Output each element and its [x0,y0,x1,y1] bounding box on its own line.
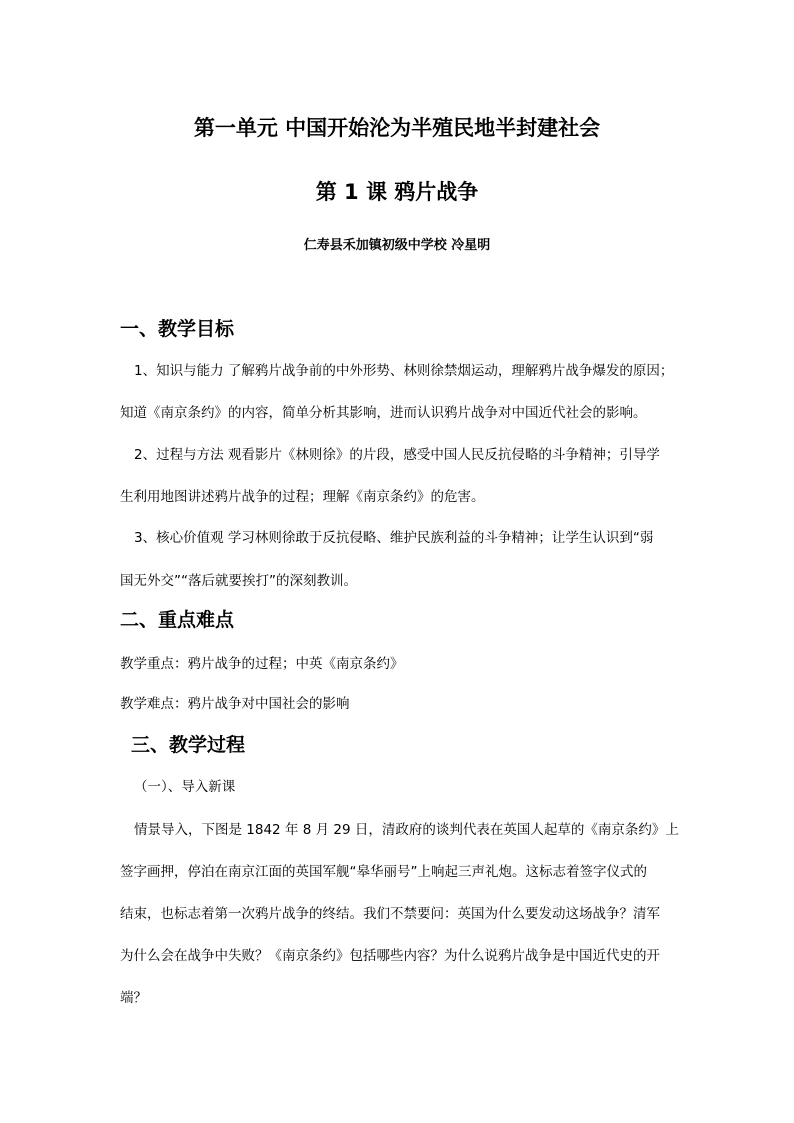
section-heading-objectives: 一、教学目标 [120,318,235,340]
goal1-line2: 知道《南京条约》的内容，简单分析其影响，进而认识鸦片战争对中国近代社会的影响。 [120,405,647,421]
section-heading-key-points: 二、重点难点 [120,609,235,631]
goal3-line1: 3、核心价值观 学习林则徐敢于反抗侵略、维护民族利益的斗争精神；让学生认识到“弱 [134,530,654,546]
intro-line4: 为什么会在战争中失败？《南京条约》包括哪些内容？为什么说鸦片战争是中国近代史的开 [120,948,660,964]
key-point-text: 教学重点：鸦片战争的过程；中英《南京条约》 [120,656,404,672]
subsection-intro: （一）、导入新课 [134,779,236,795]
section-heading-process: 三、教学过程 [131,734,246,756]
lesson-title: 第 1 课 鸦片战争 [315,180,479,204]
intro-line3: 结束，也标志着第一次鸦片战争的终结。我们不禁要问：英国为什么要发动这场战争？清军 [120,906,660,922]
intro-line5: 端？ [120,990,147,1006]
intro-line1: 情景导入，下图是 1842 年 8 月 29 日，清政府的谈判代表在英国人起草的《南京条约》上 [134,822,679,838]
goal1-line1: 1、知识与能力 了解鸦片战争前的中外形势、林则徐禁烟运动，理解鸦片战争爆发的原因； [134,363,674,379]
difficulty-text: 教学难点：鸦片战争对中国社会的影响 [120,696,350,712]
author-line: 仁寿县禾加镇初级中学校 冷星明 [303,238,491,253]
unit-title: 第一单元 中国开始沦为半殖民地半封建社会 [193,116,601,140]
goal3-line2: 国无外交”“落后就要挨打”的深刻教训。 [120,573,357,589]
goal2-line2: 生利用地图讲述鸦片战争的过程；理解《南京条约》的危害。 [120,489,485,505]
goal2-line1: 2、过程与方法 观看影片《林则徐》的片段，感受中国人民反抗侵略的斗争精神；引导学 [134,447,660,463]
intro-line2: 签字画押，停泊在南京江面的英国军舰“皋华丽号”上响起三声礼炮。这标志着签字仪式的 [120,864,647,880]
